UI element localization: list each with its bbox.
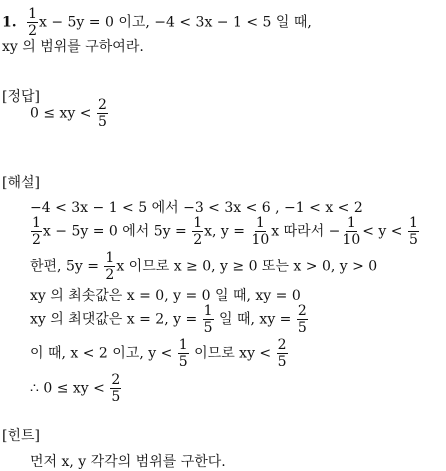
fraction: $\frac{2}{5}$ [111,372,121,405]
text: 한편, 5y = [30,258,99,275]
problem-fraction: $\frac{1}{2}$ [28,6,37,39]
problem-number: 1. [2,14,17,31]
fraction: $\frac{1}{5}$ [408,215,418,248]
solution-line-6 [30,338,289,369]
text: ∴ 0 ≤ xy < [30,380,105,397]
fraction: $\frac{1}{2}$ [193,215,203,248]
fraction: $\frac{2}{5}$ [297,303,307,336]
fraction: $\frac{1}{10}$ [251,215,270,248]
text: 일 때, xy = [219,311,292,328]
fraction: $\frac{2}{5}$ [277,337,287,370]
text: 이므로 xy < [194,345,272,362]
text: < y < [362,223,403,240]
solution-line-1: −4 < 3x − 1 < 5 에서 −3 < 3x < 6 , −1 < x < 2 [30,200,363,216]
solution-line-5 [30,304,309,335]
text: x 이므로 x ≥ 0, y ≥ 0 또는 x > 0, y > 0 [116,258,378,275]
text: xy 의 최댓값은 x = 2, y = [30,311,198,328]
hint-text: 먼저 x, y 각각의 범위를 구한다. [30,454,226,470]
text: x − 5y = 0 에서 5y = [42,223,187,240]
fraction: $\frac{1}{5}$ [178,337,188,370]
problem-line-1 [2,7,312,38]
hint-header: [힌트] [2,428,40,444]
solution-conclusion [30,373,122,404]
fraction: $\frac{1}{2}$ [32,215,41,248]
text: 이 때, x < 2 이고, y < [30,345,173,362]
answer-expr: 0 ≤ xy < [30,105,92,122]
answer-header: [정답] [2,89,40,105]
answer-fraction: $\frac{2}{5}$ [97,97,107,130]
solution-line-3 [30,251,377,282]
problem-line-2: xy 의 범위를 구하여라. [2,39,144,55]
fraction: $\frac{1}{5}$ [203,303,213,336]
fraction: $\frac{1}{2}$ [105,250,115,283]
text: x 따라서 − [271,223,341,240]
fraction: $\frac{1}{10}$ [342,215,361,248]
solution-line-2 [30,216,420,247]
text: x, y = [204,223,246,240]
solution-line-4: xy 의 최솟값은 x = 0, y = 0 일 때, xy = 0 [30,288,301,304]
problem-equation: x − 5y = 0 이고, −4 < 3x − 1 < 5 일 때, [39,14,312,31]
answer-line [30,98,109,129]
solution-header: [해설] [2,175,40,191]
